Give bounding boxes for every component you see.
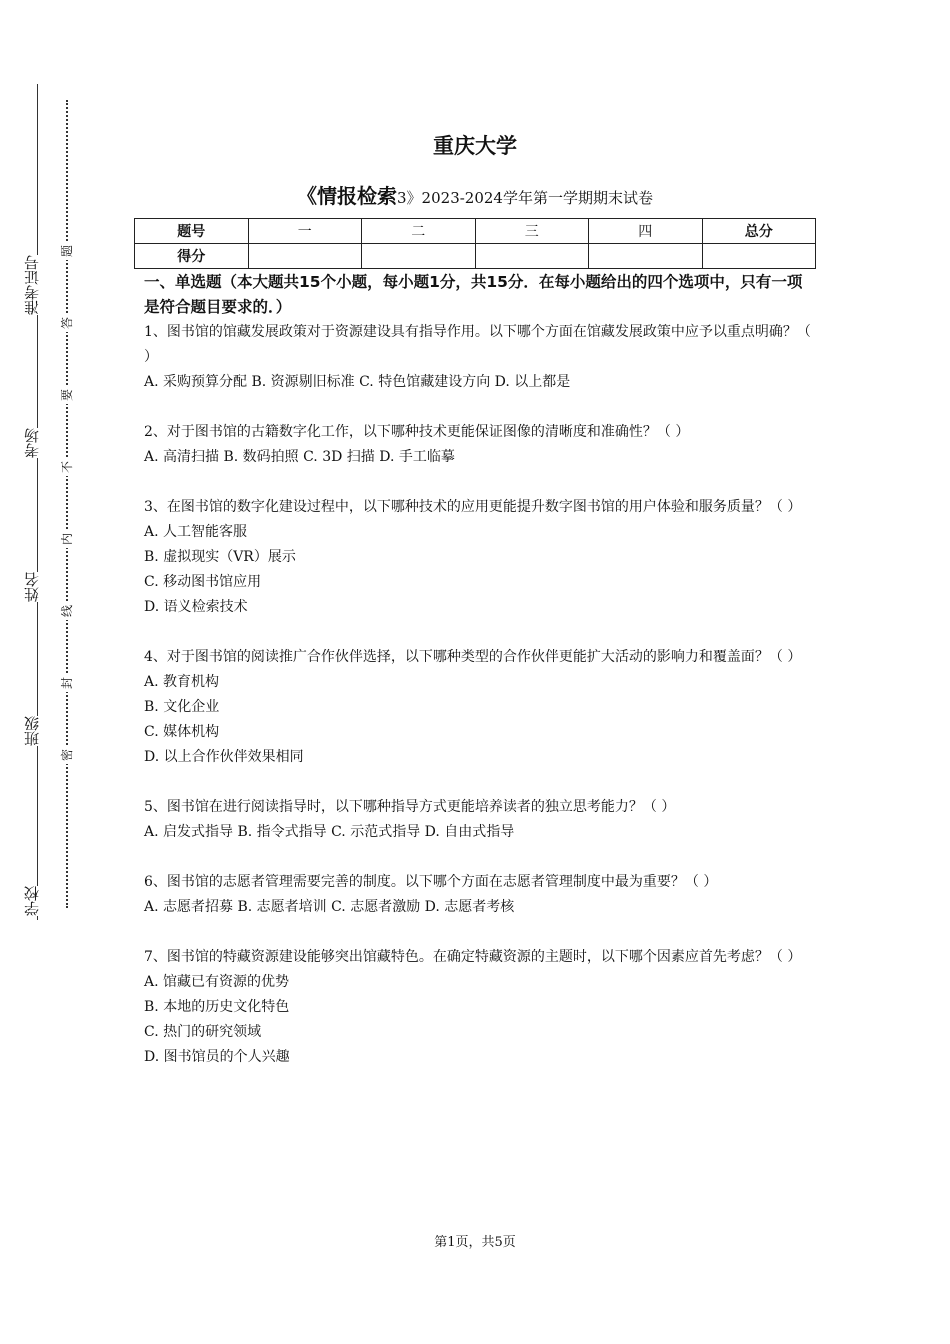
question-option: B. 虚拟现实（VR）展示 xyxy=(144,549,296,565)
seal-char: 要 xyxy=(58,386,76,404)
exam-id-label: 准考证号 xyxy=(14,255,50,315)
score-cell[interactable] xyxy=(475,244,589,269)
exam-term: 3》2023-2024学年第一学期期末试卷 xyxy=(397,189,653,207)
question-option: A. 人工智能客服 xyxy=(144,524,248,540)
course-name: 情报检索 xyxy=(317,184,398,208)
question-option: A. 教育机构 xyxy=(144,674,220,690)
question-options: A. 高清扫描 B. 数码拍照 C. 3D 扫描 D. 手工临摹 xyxy=(144,449,455,465)
score-header-row xyxy=(135,219,816,244)
score-header-cell: 四 xyxy=(589,219,703,244)
question-item xyxy=(144,495,814,620)
question-option: A. 馆藏已有资源的优势 xyxy=(144,974,290,990)
seal-char: 答 xyxy=(58,314,76,332)
seal-char: 线 xyxy=(58,602,76,620)
score-cell[interactable] xyxy=(362,244,476,269)
question-stem: 1、图书馆的馆藏发展政策对于资源建设具有指导作用。以下哪个方面在馆藏发展政策中应予以重点明确？（ ） xyxy=(144,324,811,365)
question-option: C. 热门的研究领域 xyxy=(144,1024,262,1040)
question-options: A. 志愿者招募 B. 志愿者培训 C. 志愿者激励 D. 志愿者考核 xyxy=(144,899,515,915)
score-table xyxy=(134,218,816,269)
page-number: 第1页，共5页 xyxy=(434,1235,516,1250)
question-option: B. 本地的历史文化特色 xyxy=(144,999,290,1015)
score-header-cell: 总分 xyxy=(702,219,816,244)
seal-line xyxy=(66,100,68,908)
exam-title xyxy=(0,180,950,209)
score-row xyxy=(135,244,816,269)
question-option: C. 媒体机构 xyxy=(144,724,220,740)
score-cell[interactable] xyxy=(702,244,816,269)
seal-char: 密 xyxy=(58,746,76,764)
score-cell[interactable] xyxy=(589,244,703,269)
section-title: 一、单选题（本大题共15个小题，每小题1分，共15分．在每小题给出的四个选项中，只有一项是符合题目要求的．） xyxy=(144,273,803,316)
question-item xyxy=(144,320,814,395)
exam-room-label: 考场 xyxy=(14,428,50,458)
question-item xyxy=(144,420,814,470)
seal-char: 不 xyxy=(58,458,76,476)
question-stem: 5、图书馆在进行阅读指导时，以下哪种指导方式更能培养读者的独立思考能力？（ ） xyxy=(144,799,676,815)
question-item xyxy=(144,870,814,920)
question-options: A. 启发式指导 B. 指令式指导 C. 示范式指导 D. 自由式指导 xyxy=(144,824,515,840)
name-label: 姓名 xyxy=(14,572,50,602)
question-item xyxy=(144,795,814,845)
question-item xyxy=(144,645,814,770)
question-stem: 7、图书馆的特藏资源建设能够突出馆藏特色。在确定特藏资源的主题时，以下哪个因素应首先考虑？（ ） xyxy=(144,949,802,965)
question-option: B. 文化企业 xyxy=(144,699,220,715)
question-option: D. 图书馆员的个人兴趣 xyxy=(144,1049,290,1065)
question-stem: 3、在图书馆的数字化建设过程中，以下哪种技术的应用更能提升数字图书馆的用户体验和服务质量？（ ） xyxy=(144,499,802,515)
university-title: 重庆大学 xyxy=(433,134,517,158)
question-options: A. 采购预算分配 B. 资源剔旧标准 C. 特色馆藏建设方向 D. 以上都是 xyxy=(144,374,571,390)
question-option: D. 以上合作伙伴效果相同 xyxy=(144,749,304,765)
seal-char: 题 xyxy=(58,242,76,260)
seal-char: 封 xyxy=(58,674,76,692)
question-item xyxy=(144,945,814,1070)
question-stem: 2、对于图书馆的古籍数字化工作，以下哪种技术更能保证图像的清晰度和准确性？（ ） xyxy=(144,424,690,440)
question-option: C. 移动图书馆应用 xyxy=(144,574,262,590)
question-stem: 4、对于图书馆的阅读推广合作伙伴选择，以下哪种类型的合作伙伴更能扩大活动的影响力和覆盖面？（ ） xyxy=(144,649,802,665)
score-header-cell: 题号 xyxy=(135,219,249,244)
title-open-mark: 《 xyxy=(297,184,318,208)
school-label: 学校 xyxy=(14,886,50,916)
class-label: 班级 xyxy=(14,716,50,746)
score-cell[interactable] xyxy=(248,244,362,269)
seal-char: 内 xyxy=(58,530,76,548)
question-option: D. 语义检索技术 xyxy=(144,599,248,615)
score-header-cell: 三 xyxy=(475,219,589,244)
question-stem: 6、图书馆的志愿者管理需要完善的制度。以下哪个方面在志愿者管理制度中最为重要？（ ） xyxy=(144,874,718,890)
binding-line xyxy=(37,84,38,920)
question-list xyxy=(144,320,814,1095)
score-header-cell: 二 xyxy=(362,219,476,244)
score-header-cell: 一 xyxy=(248,219,362,244)
score-row-label: 得分 xyxy=(135,244,249,269)
